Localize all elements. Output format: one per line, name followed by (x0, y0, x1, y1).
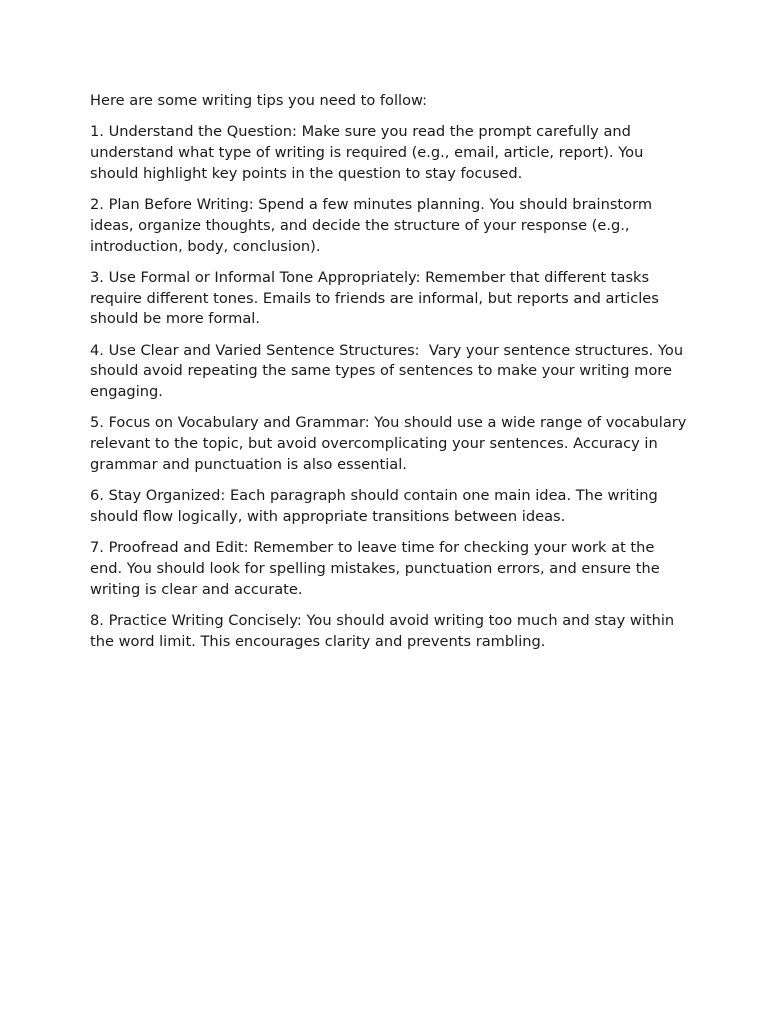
tip-paragraph-2: 2. Plan Before Writing: Spend a few minutes planning. You should brainstorm ideas, organize thoughts, and decide the structure of your response (e.g., introduction, body, conclusion). (90, 195, 657, 255)
tip-paragraph-5: 5. Focus on Vocabulary and Grammar: You should use a wide range of vocabulary relevant to the topic, but avoid overcomplicating your sentences. Accuracy in grammar and punctuation is also essential. (90, 414, 692, 473)
intro-paragraph: Here are some writing tips you need to follow: (90, 92, 428, 109)
tip-paragraph-1: 1. Understand the Question: Make sure you read the prompt carefully and understand what type of writing is required (e.g., email, article, report). You should highlight key points in the question to stay focused. (90, 123, 649, 182)
tip-paragraph-7: 7. Proofread and Edit: Remember to leave time for checking your work at the end. You should look for spelling mistakes, punctuation errors, and ensure the writing is clear and accurate. (90, 539, 665, 598)
tip-paragraph-8: 8. Practice Writing Concisely: You should avoid writing too much and stay within the word limit. This encourages clarity and prevents rambling. (90, 611, 679, 650)
document-page (90, 91, 690, 663)
tip-paragraph-6: 6. Stay Organized: Each paragraph should contain one main idea. The writing should flow logically, with appropriate transitions between ideas. (90, 487, 663, 525)
tip-paragraph-3: 3. Use Formal or Informal Tone Appropriately: Remember that different tasks require different tones. Emails to friends are informal, but reports and articles should be more formal. (90, 268, 664, 328)
tip-paragraph-4: 4. Use Clear and Varied Sentence Structures: Vary your sentence structures. You should avoid repeating the same types of sentences to make your writing more engaging. (90, 341, 688, 401)
